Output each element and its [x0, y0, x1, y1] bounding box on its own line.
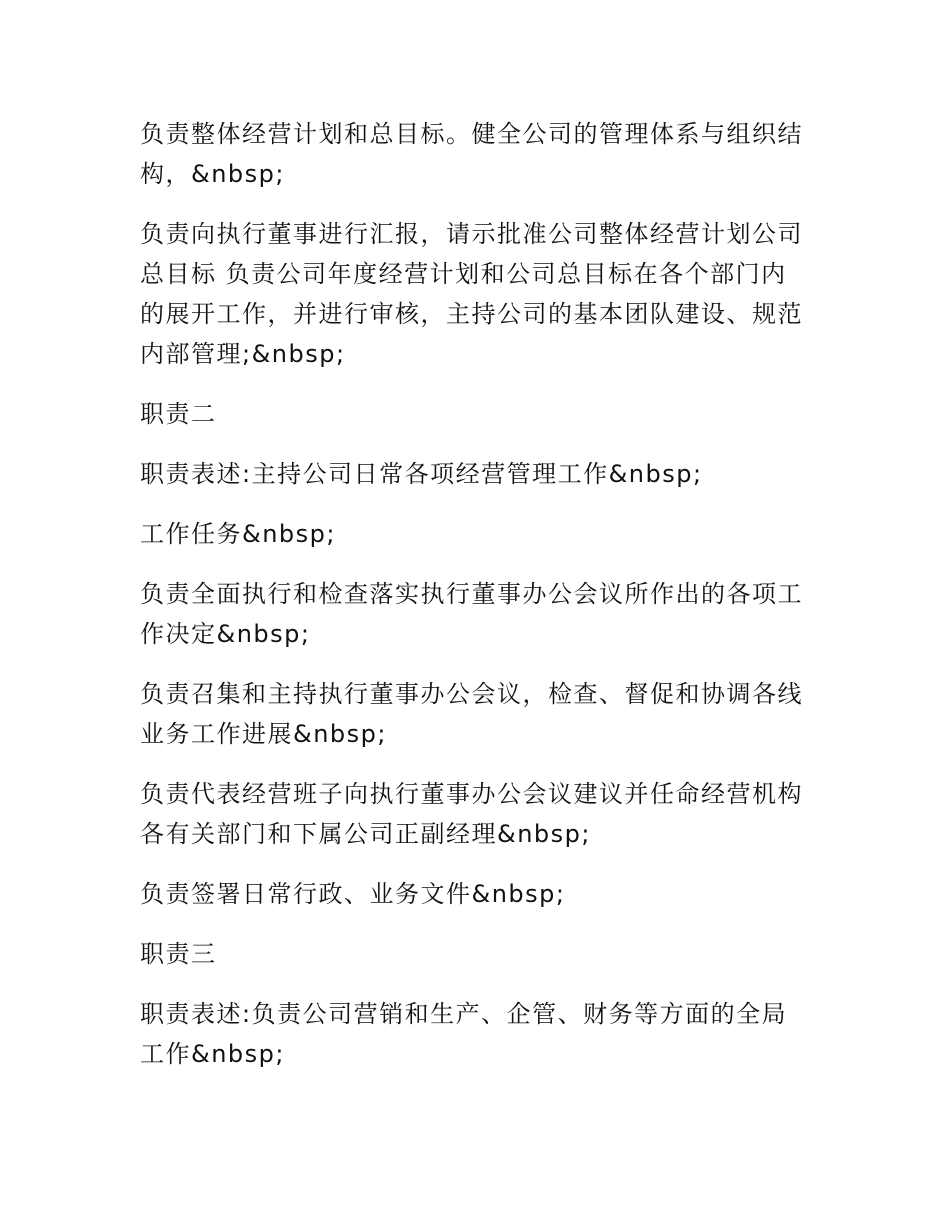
paragraph-duty-three-description: 职责表述:负责公司营销和生产、企管、财务等方面的全局工作&nbsp;	[140, 1000, 788, 1068]
paragraph-appoint-managers: 负责代表经营班子向执行董事办公会议建议并任命经营机构各有关部门和下属公司正副经理&nbsp;	[140, 780, 803, 848]
paragraph-duty-two-description: 职责表述:主持公司日常各项经营管理工作&nbsp;	[140, 460, 703, 488]
heading-duty-three: 职责三	[140, 940, 217, 968]
paragraph-convene-meetings: 负责召集和主持执行董事办公会议，检查、督促和协调各线业务工作进展&nbsp;	[140, 680, 803, 748]
paragraph-overall-planning: 负责整体经营计划和总目标。健全公司的管理体系与组织结构，&nbsp;	[140, 120, 803, 188]
paragraph-execute-decisions: 负责全面执行和检查落实执行董事办公会议所作出的各项工作决定&nbsp;	[140, 580, 803, 648]
heading-duty-two: 职责二	[140, 400, 217, 428]
paragraph-sign-documents: 负责签署日常行政、业务文件&nbsp;	[140, 880, 566, 908]
heading-work-tasks: 工作任务&nbsp;	[140, 520, 336, 548]
document-body	[140, 114, 805, 1094]
paragraph-report-to-director: 负责向执行董事进行汇报，请示批准公司整体经营计划公司总目标 负责公司年度经营计划和公司总目标在各个部门内的展开工作，并进行审核，主持公司的基本团队建设、规范内部管理;&nbsp;	[140, 220, 803, 368]
